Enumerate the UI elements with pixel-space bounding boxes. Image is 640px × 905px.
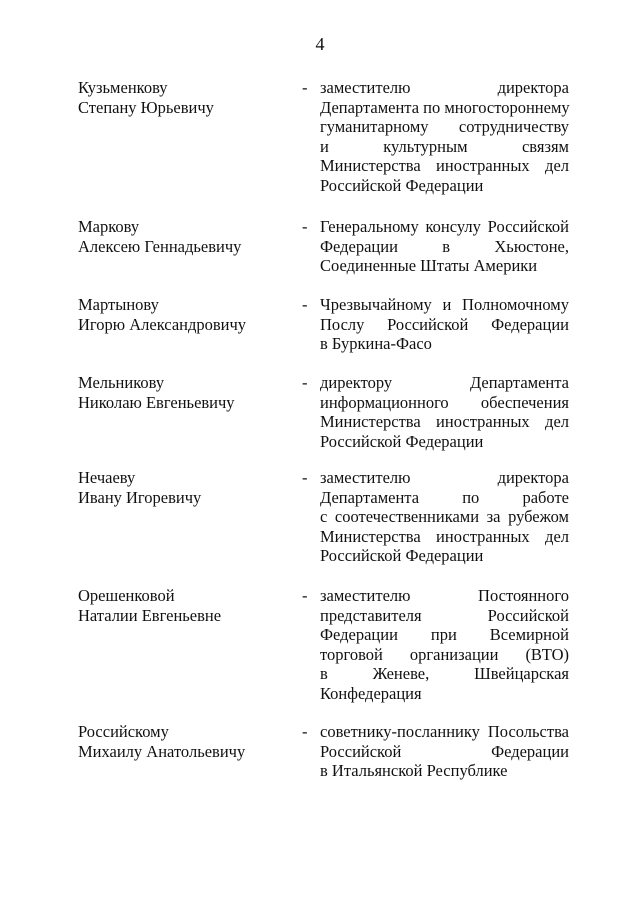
position-line: Российской Федерации — [320, 175, 484, 195]
surname: Кузьменкову — [78, 78, 168, 97]
position-line: гуманитарному сотрудничеству — [320, 117, 569, 136]
position-line: Послу Российской Федерации — [320, 314, 569, 334]
separator-dash: - — [302, 586, 308, 605]
page-number: 4 — [315, 34, 325, 54]
surname: Мельникову — [78, 373, 165, 392]
position-line: Министерства иностранных дел — [320, 412, 569, 431]
position-line: директору Департамента — [320, 373, 569, 392]
position-line: в Буркина-Фасо — [320, 334, 432, 353]
given-names: Ивану Игоревичу — [78, 487, 202, 507]
surname: Орешенковой — [78, 586, 175, 605]
separator-dash: - — [302, 295, 308, 314]
surname: Нечаеву — [78, 468, 136, 487]
person-name — [78, 78, 278, 117]
person-name — [78, 722, 278, 761]
position-line: Российской Федерации — [320, 546, 484, 565]
position-line: Соединенные Штаты Америки — [320, 256, 538, 275]
separator-dash: - — [302, 78, 308, 97]
given-names: Михаилу Анатольевичу — [78, 741, 246, 761]
position-line: с соотечественниками за рубежом — [320, 507, 569, 526]
position-text — [320, 217, 569, 276]
position-line: Федерации при Всемирной — [320, 625, 569, 644]
given-names: Игорю Александровичу — [78, 314, 247, 334]
given-names: Николаю Евгеньевичу — [78, 392, 235, 412]
position-text — [320, 468, 569, 566]
position-line: в Женеве, Швейцарская — [320, 664, 569, 683]
position-line: Российской Федерации — [320, 741, 569, 761]
given-names: Наталии Евгеньевне — [78, 605, 222, 625]
separator-dash: - — [302, 373, 308, 392]
person-name — [78, 468, 278, 507]
position-line: Чрезвычайному и Полномочному — [320, 295, 569, 314]
surname: Маркову — [78, 217, 140, 236]
surname: Мартынову — [78, 295, 159, 314]
given-names: Степану Юрьевичу — [78, 97, 214, 117]
position-line: и культурным связям — [320, 136, 569, 156]
position-line: в Итальянской Республике — [320, 761, 508, 780]
person-name — [78, 373, 278, 412]
position-text — [320, 586, 569, 703]
position-line: информационного обеспечения — [320, 392, 569, 412]
position-line: заместителю Постоянного — [320, 586, 569, 605]
given-names: Алексею Геннадьевичу — [78, 236, 242, 256]
person-name — [78, 217, 278, 256]
position-line: советнику-посланнику Посольства — [320, 722, 569, 741]
position-text — [320, 373, 569, 451]
position-text — [320, 295, 569, 354]
position-line: Генеральному консулу Российской — [320, 217, 569, 236]
position-line: торговой организации (ВТО) — [320, 644, 569, 664]
position-line: Конфедерация — [320, 683, 422, 703]
position-line: заместителю директора — [320, 468, 569, 487]
person-name — [78, 295, 278, 334]
position-line: Министерства иностранных дел — [320, 156, 569, 175]
position-line: Департамента по многостороннему — [320, 97, 570, 117]
person-name — [78, 586, 278, 625]
position-line: представителя Российской — [320, 605, 569, 625]
position-line: Министерства иностранных дел — [320, 526, 569, 546]
position-line: Федерации в Хьюстоне, — [320, 236, 569, 256]
position-line: заместителю директора — [320, 78, 569, 97]
position-line: Российской Федерации — [320, 431, 484, 451]
position-line: Департамента по работе — [320, 487, 569, 507]
separator-dash: - — [302, 722, 308, 741]
separator-dash: - — [302, 217, 308, 236]
position-text — [320, 722, 569, 781]
surname: Российскому — [78, 722, 169, 741]
position-text — [320, 78, 569, 195]
separator-dash: - — [302, 468, 308, 487]
